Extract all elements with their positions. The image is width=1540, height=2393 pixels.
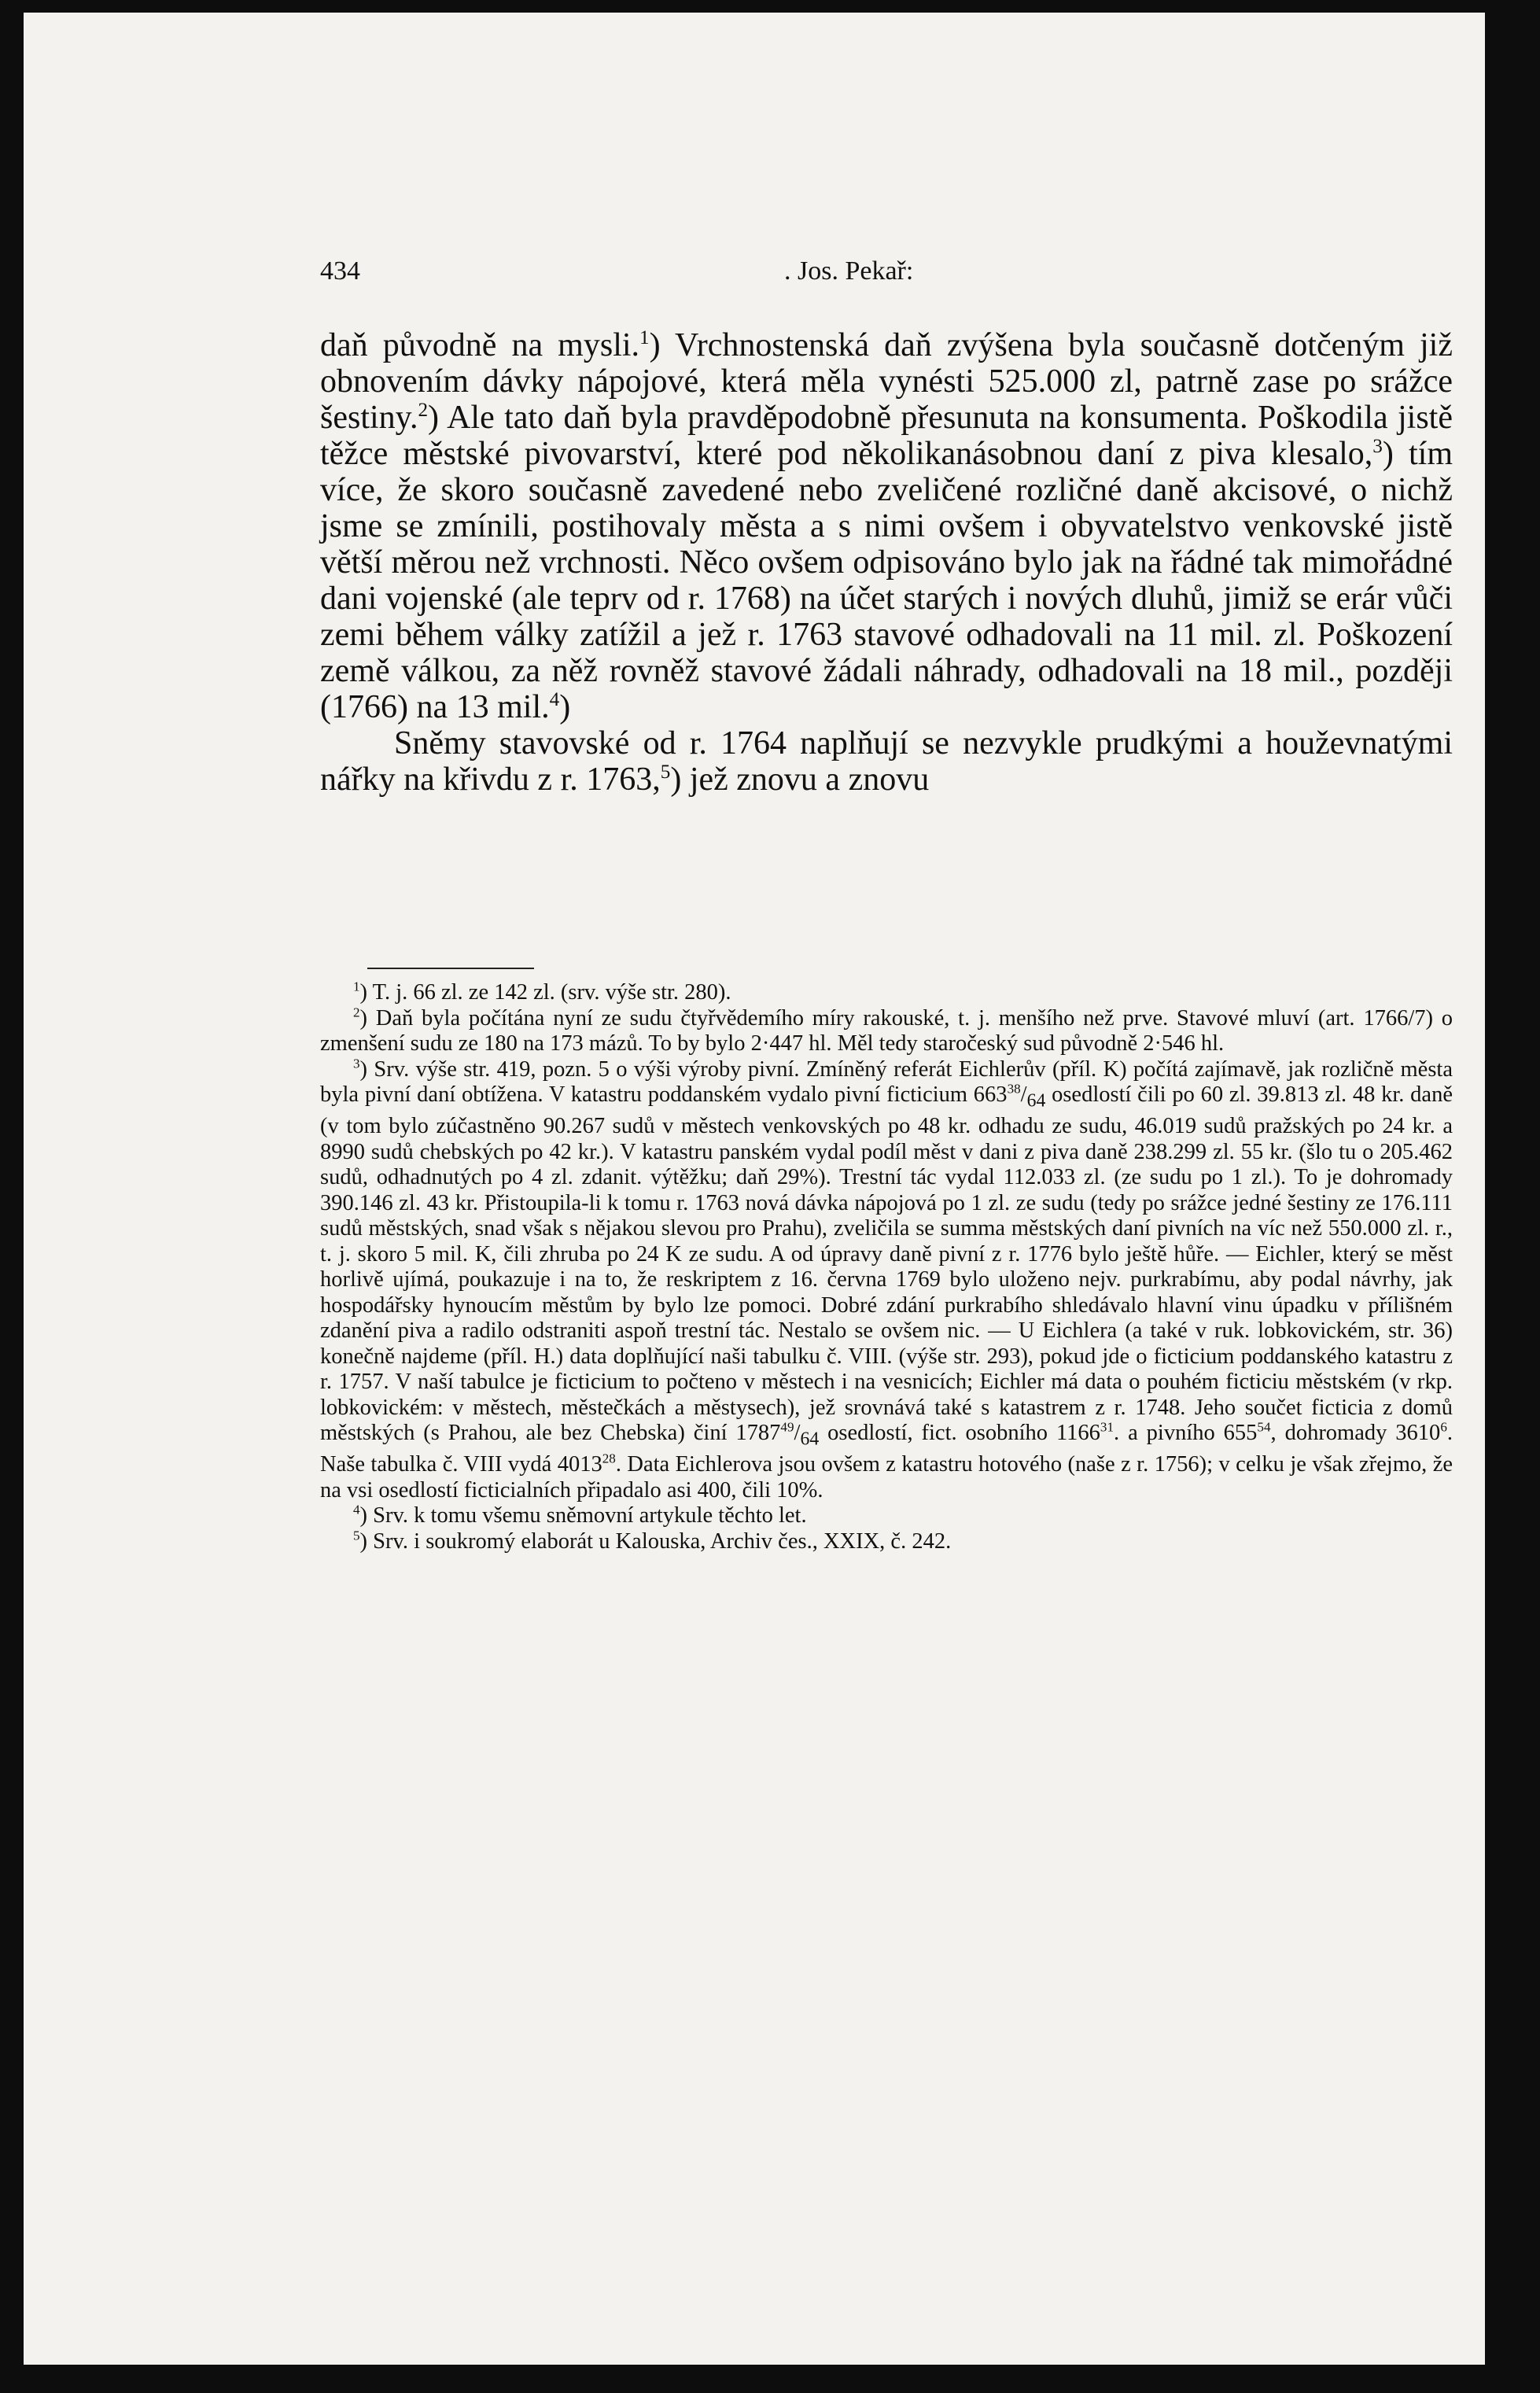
footnote-text: ) Srv. k tomu všemu sněmovní artykule těchto let. (359, 1503, 807, 1528)
footnote-text: ) T. j. 66 zl. ze 142 zl. (srv. výše str. 280). (359, 980, 731, 1005)
footnote-text: . a pivního 655 (1114, 1421, 1258, 1446)
footnote (320, 1057, 1453, 1504)
footnote-mark: 3 (353, 1056, 360, 1071)
footnote-text: , dohromady 3610 (1270, 1421, 1441, 1446)
page-number: 434 (320, 256, 360, 286)
text-run: ) (559, 689, 571, 725)
footnote (320, 980, 1453, 1006)
footnote-mark: 1 (353, 979, 360, 994)
main-text (320, 327, 1453, 798)
fraction-numerator: 6 (1440, 1419, 1447, 1435)
footnote-mark: 2 (353, 1005, 360, 1020)
footnote-mark: 4 (353, 1502, 360, 1517)
footnote-text: ) Srv. výše str. 419, pozn. 5 o výši výroby pivní. Zmíněný referát Eichlerův (příl. K) počítá zajímavě, jak rozličně města byla pivní daní obtížena. V katastru poddanském vydalo pivní ficticium 663 (320, 1056, 1453, 1107)
text-run: ) jež znovu a znovu (670, 761, 930, 798)
running-head: . Jos. Pekař: (784, 256, 914, 286)
footnote-rule (367, 968, 534, 969)
footnote-text: / (794, 1421, 801, 1446)
footnote-text: / (1020, 1082, 1027, 1107)
footnote-text: ) Daň byla počítána nyní ze sudu čtyřvědemího míry rakouské, t. j. menšího než prve. Stavové mluví (art. 1766/7) o zmenšení sudu ze 180 na 173 mázů. To by bylo 2·447 hl. Měl tedy staročeský sud původně 2·546 hl. (320, 1005, 1453, 1056)
footnote-text: . Naše tabulka č. VIII vydá 4013 (320, 1421, 1453, 1477)
paragraph (320, 725, 1453, 798)
fraction-denominator: 64 (800, 1429, 820, 1450)
footnote (320, 1529, 1453, 1555)
fraction-numerator: 54 (1257, 1419, 1271, 1435)
paragraph (320, 327, 1453, 725)
footnote-ref: 5 (660, 761, 671, 783)
text-run: ) Ale tato daň byla pravděpodobně přesunuta na konsumenta. Poškodila jistě těžce městské pivovarství, které pod několikanásobnou daní z piva klesalo, (320, 400, 1453, 472)
footnote-text: ) Srv. i soukromý elaborát u Kalouska, Archiv čes., XXIX, č. 242. (359, 1528, 952, 1554)
footnote-text: osedlostí, fict. osobního 1166 (819, 1421, 1100, 1446)
text-run: Sněmy stavovské od r. 1764 naplňují se nezvykle prudkými a houževnatými nářky na křivdu z r. 1763, (320, 725, 1453, 798)
footnote (320, 1503, 1453, 1529)
footnote-text: osedlostí čili po 60 zl. 39.813 zl. 48 kr. daně (v tom bylo zúčastněno 90.267 sudů v městech venkovských po 48 kr. odhadu ze sudu, 46.019 sudů pražských po 24 kr. a 8990 sudů chebských po 42 kr.). V katastru panském vydal podíl měst v dani z piva daně 238.299 zl. 55 kr. (šlo tu o 205.462 sudů, odhadnutých po 4 zl. zdanit. výtěžku; daň 29%). Trestní tác vydal 112.033 zl. (ze sudu po 1 zl.). To je dohromady 390.146 zl. 43 kr. Přistoupila-li k tomu r. 1763 nová dávka nápojová po 1 zl. ze sudu (tedy po srážce jedné šestiny ze 176.111 sudů městských, snad však s nějakou slevou pro Prahu), zveličila se summa městských daní pivních na víc než 550.000 zl. r., t. j. skoro 5 mil. K, čili zhruba po 24 K ze sudu. A od úpravy daně pivní z r. 1776 bylo ještě hůře. — Eichler, který se měst horlivě ujímá, poukazuje i na to, že reskriptem z 16. června 1769 bylo uloženo nejv. purkrabímu, aby podal návrhy, jak hospodářsky hynoucím městům by bylo lze pomoci. Dobré zdání purkrabího shledávalo hlavní vinu úpadku v přílišném zdanění piva a radilo odstraniti aspoň trestní tác. Nestalo se ovšem nic. — U Eichlera (a také v ruk. lobkovickém, str. 36) konečně najdeme (příl. H.) data doplňující naši tabulku č. VIII. (výše str. 293), pokud jde o ficticium poddanského katastru z r. 1757. V naší tabulce je ficticium to počteno v městech i na vesnicích; Eichler má data o pouhém ficticiu městském (v rkp. lobkovickém: v městech, městečkách a městysech), jež srovnává také s katastrem z r. 1748. Jeho součet ficticia z domů městských (s Prahou, ale bez Chebska) činí 1787 (320, 1082, 1453, 1446)
fraction-numerator: 31 (1100, 1419, 1114, 1435)
fraction-numerator: 38 (1007, 1081, 1021, 1097)
book-page (24, 13, 1485, 2365)
footnote-ref: 2 (418, 400, 429, 421)
footnotes (320, 980, 1453, 1554)
footnote-mark: 5 (353, 1528, 360, 1543)
text-run: ) tím více, že skoro současně zavedené nebo zveličené rozličné daně akcisové, o nichž jsme se zmínili, postihovaly města a s nimi ovšem i obyvatelstvo venkovské jistě větší měrou než vrchnosti. Něco ovšem odpisováno bylo jak na řádné tak mimořádné dani vojenské (ale teprv od r. 1768) na účet starých i nových dluhů, jimiž se erár vůči zemi během války zatížil a jež r. 1763 stavové odhadovali na 11 mil. zl. Poškození země válkou, za něž rovněž stavové žádali náhrady, odhadovali na 18 mil., později (1766) na 13 mil. (320, 436, 1453, 725)
text-run: daň původně na mysli. (320, 327, 640, 363)
footnote-ref: 4 (549, 689, 560, 710)
footnote-ref: 1 (639, 327, 650, 348)
fraction-numerator: 28 (602, 1451, 616, 1466)
footnote-ref: 3 (1372, 436, 1383, 457)
fraction-numerator: 49 (780, 1419, 794, 1435)
text-run: ) Vrchnostenská daň zvýšena byla současně dotčeným již obnovením dávky nápojové, která měla vynésti 525.000 zl, patrně zase po srážce šestiny. (320, 327, 1453, 436)
footnote (320, 1006, 1453, 1057)
footnote-text: . Data Eichlerova jsou ovšem z katastru hotového (naše z r. 1756); v celku je však zřejmo, že na vsi osedlostí ficticialních připadalo asi 400, čili 10%. (320, 1452, 1453, 1503)
fraction-denominator: 64 (1026, 1090, 1046, 1112)
